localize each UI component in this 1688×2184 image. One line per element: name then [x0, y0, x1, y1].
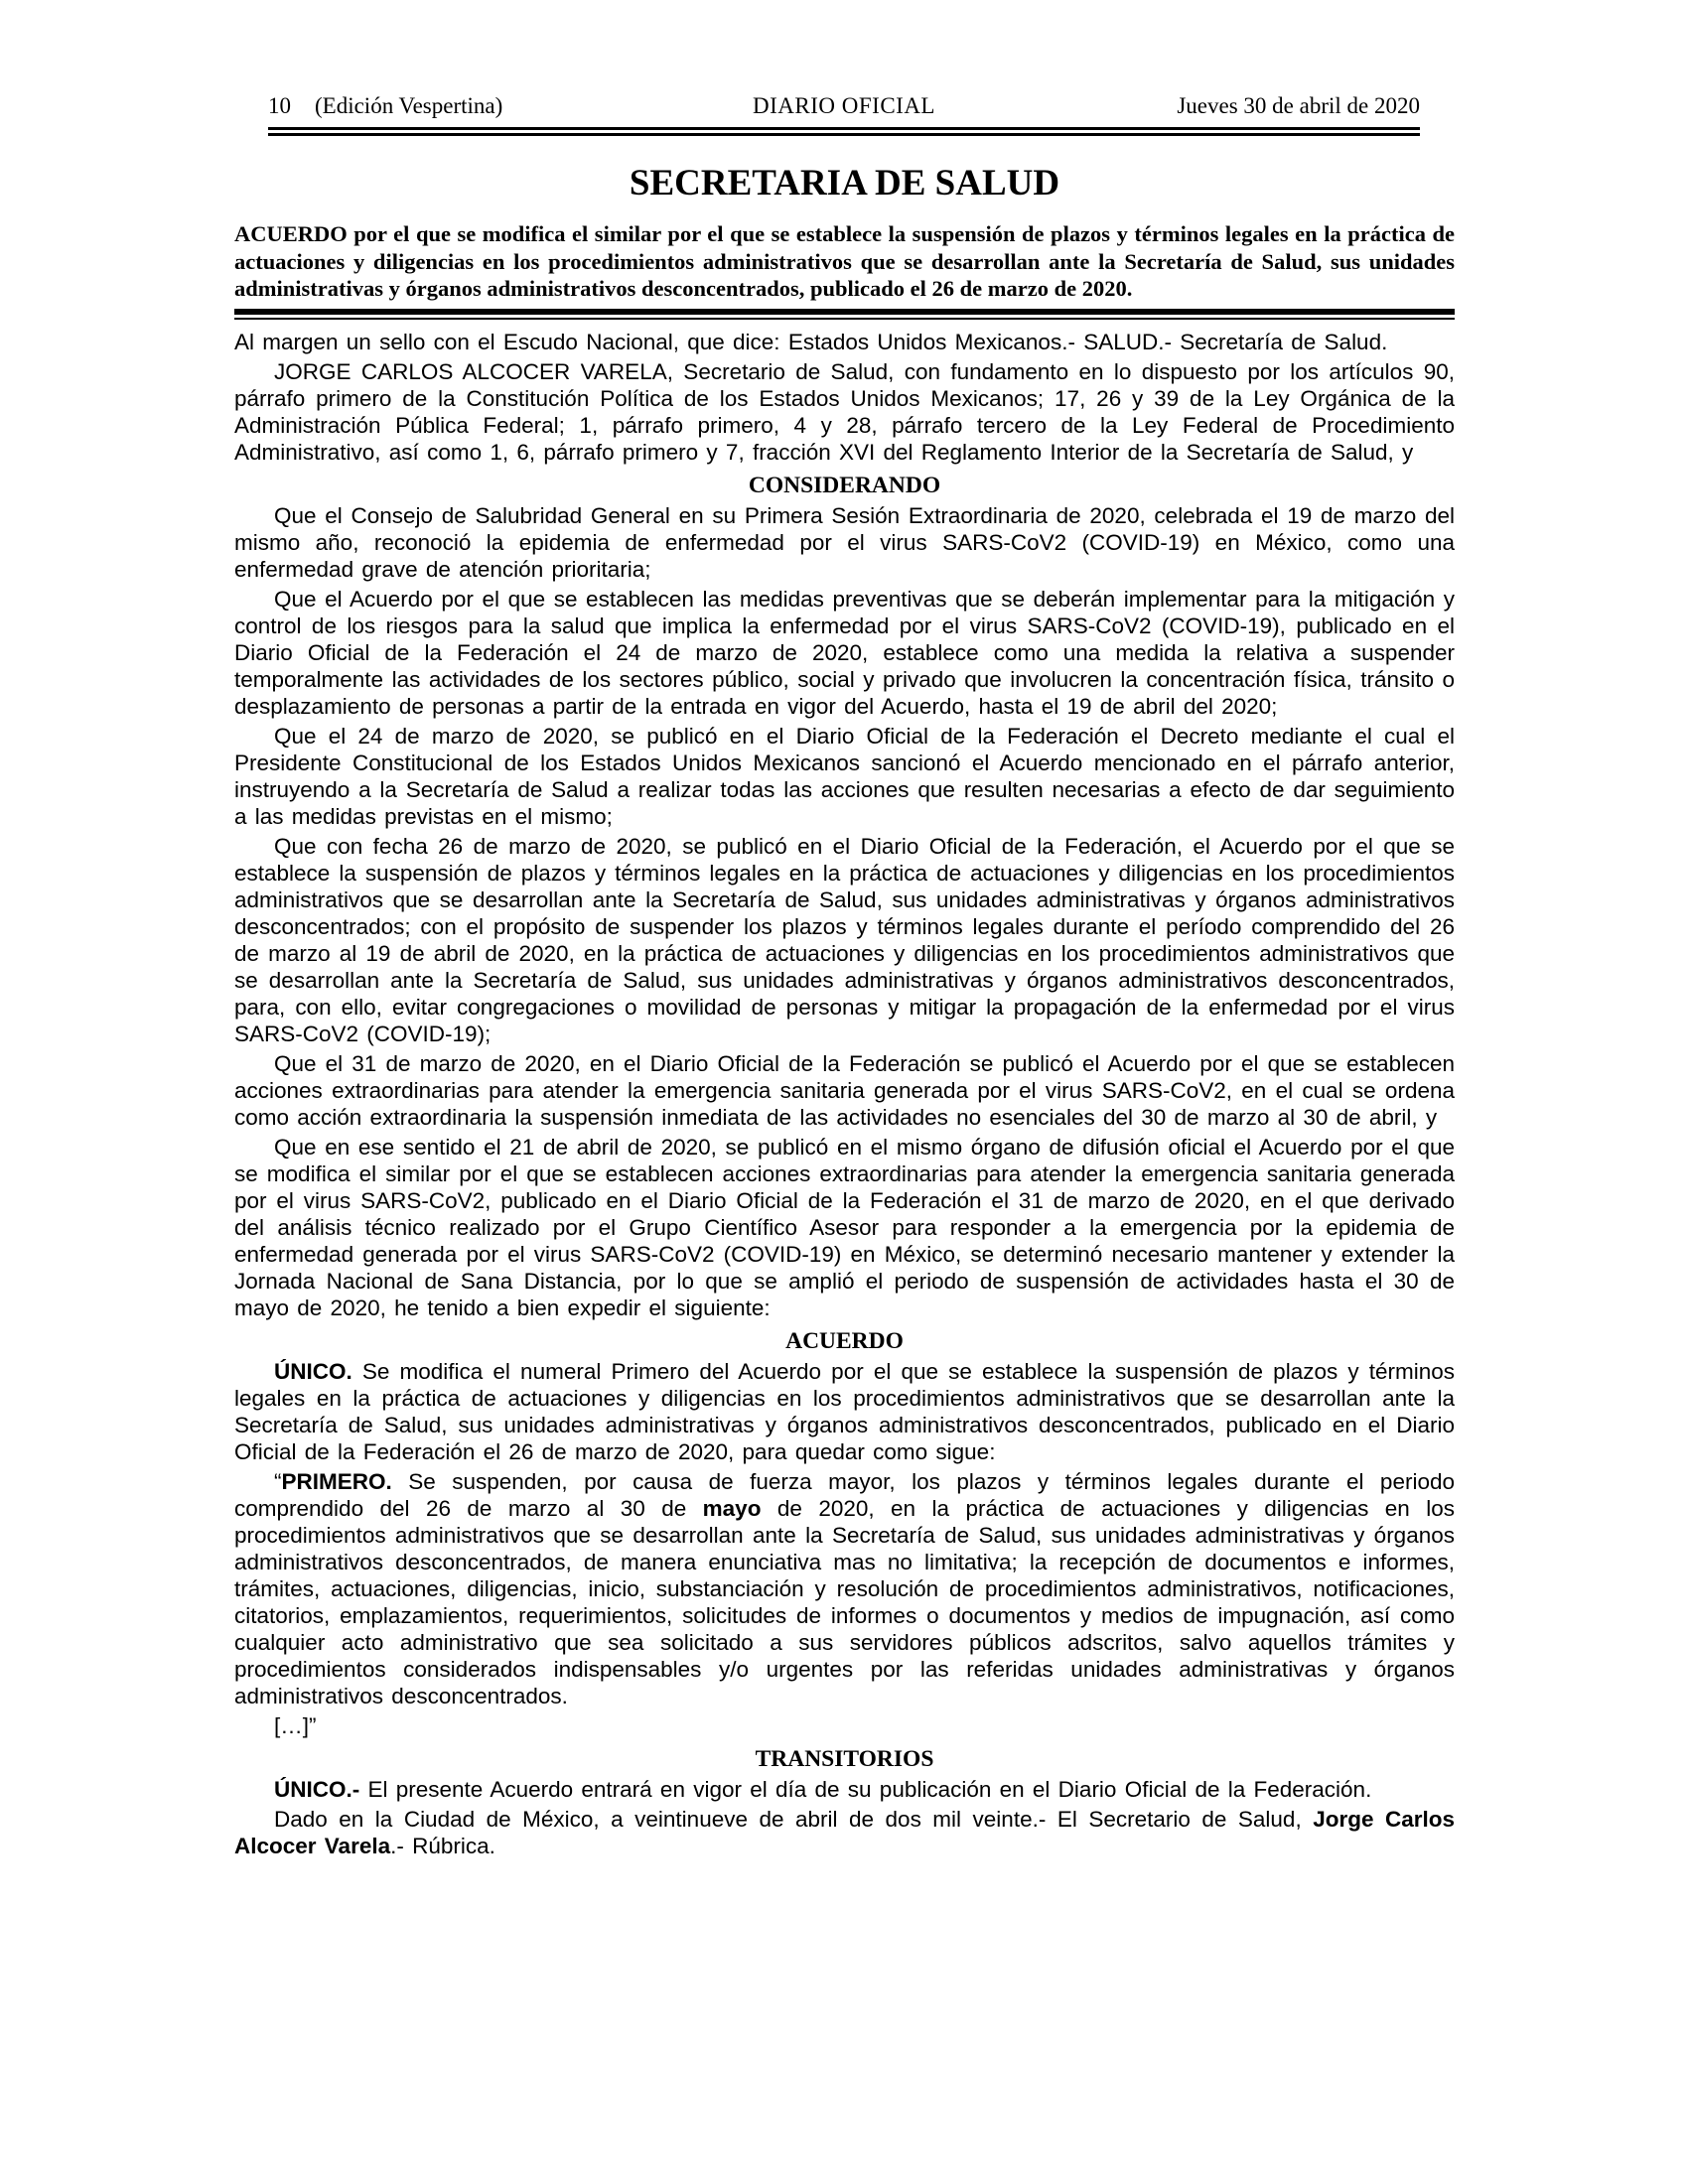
- section-title: SECRETARIA DE SALUD: [629, 163, 1060, 204]
- document-body: [234, 329, 1455, 1859]
- page-number: 10: [268, 93, 291, 118]
- paragraph-bold-run: ÚNICO.: [274, 1358, 352, 1384]
- paragraph: [234, 1358, 1455, 1465]
- paragraph: [234, 586, 1455, 720]
- header-double-rule: [268, 127, 1420, 136]
- paragraph-run: Al margen un sello con el Escudo Nacional, que dice: Estados Unidos Mexicanos.- SALUD.- Secretaría de Salud.: [234, 329, 1388, 354]
- paragraph-run: Que en ese sentido el 21 de abril de 2020, se publicó en el mismo órgano de difusión oficial el Acuerdo por el que se modifica el similar por el que se establecen acciones extraordinarias para atender la emergencia sanitaria generada por el virus SARS-CoV2, publicado en el Diario Oficial de la Federación el 31 de marzo de 2020, en el que derivado del análisis técnico realizado por el Grupo Científico Asesor para responder a la emergencia por la epidemia de enfermedad generada por el virus SARS-CoV2 (COVID-19) en México, se determinó necesario mantener y extender la Jornada Nacional de Sana Distancia, por lo que se amplió el periodo de suspensión de actividades hasta el 30 de mayo de 2020, he tenido a bien expedir el siguiente:: [234, 1134, 1455, 1320]
- paragraph: [234, 358, 1455, 466]
- paragraph-run: .- Rúbrica.: [390, 1833, 495, 1858]
- paragraph-run: JORGE CARLOS ALCOCER VARELA, Secretario de Salud, con fundamento en lo dispuesto por los artículos 90, párrafo primero de la Constitución Política de los Estados Unidos Mexicanos; 17, 26 y 39 de la Ley Orgánica de la Administración Pública Federal; 1, párrafo primero, 4 y 28, párrafo tercero de la Ley Federal de Procedimiento Administrativo, así como 1, 6, párrafo primero y 7, fracción XVI del Reglamento Interior de la Secretaría de Salud, y: [234, 358, 1455, 465]
- edition-label: (Edición Vespertina): [315, 93, 503, 118]
- paragraph-bold-run: PRIMERO.: [281, 1468, 392, 1494]
- paragraph-run: Se suspenden, por causa de fuerza mayor, los plazos y términos legales durante el periodo comprendido del 26 de marzo al 30 de: [234, 1468, 1455, 1521]
- paragraph-run: Que el 24 de marzo de 2020, se publicó en el Diario Oficial de la Federación el Decreto mediante el cual el Presidente Constitucional de los Estados Unidos Mexicanos sancionó el Acuerdo mencionado en el párrafo anterior, instruyendo a la Secretaría de Salud a realizar todas las acciones que resulten necesarias a efecto de dar seguimiento a las medidas previstas en el mismo;: [234, 723, 1455, 829]
- paragraph-bold-run: ÚNICO.-: [274, 1776, 360, 1802]
- paragraph: [234, 329, 1455, 355]
- paragraph-run: Que con fecha 26 de marzo de 2020, se publicó en el Diario Oficial de la Federación, el Acuerdo por el que se establece la suspensión de plazos y términos legales en la práctica de actuaciones y diligencias en los procedimientos administrativos que se desarrollan ante la Secretaría de Salud, sus unidades administrativas y órganos administrativos desconcentrados; con el propósito de suspender los plazos y términos legales durante el período comprendido del 26 de marzo al 19 de abril de 2020, en la práctica de actuaciones y diligencias en los procedimientos administrativos que se desarrollan ante la Secretaría de Salud, sus unidades administrativas y órganos administrativos desconcentrados, para, con ello, evitar congregaciones o movilidad de personas y mitigar la propagación de la enfermedad por el virus SARS-CoV2 (COVID-19);: [234, 833, 1455, 1046]
- page-header: [268, 93, 1420, 119]
- paragraph: [234, 1050, 1455, 1131]
- paragraph: [234, 1776, 1455, 1803]
- paragraph-run: Que el 31 de marzo de 2020, en el Diario Oficial de la Federación se publicó el Acuerdo por el que se establecen acciones extraordinarias para atender la emergencia sanitaria generada por el virus SARS-CoV2, en el cual se ordena como acción extraordinaria la suspensión inmediata de las actividades no esenciales del 30 de marzo al 30 de abril, y: [234, 1050, 1455, 1130]
- paragraph-run: “: [274, 1468, 282, 1494]
- gazette-name: DIARIO OFICIAL: [753, 93, 935, 118]
- paragraph-run: Se modifica el numeral Primero del Acuerdo por el que se establece la suspensión de plazos y términos legales en la práctica de actuaciones y diligencias en los procedimientos administrativos que se desarrollan ante la Secretaría de Salud, sus unidades administrativas y órganos administrativos desconcentrados, publicado en el Diario Oficial de la Federación el 26 de marzo de 2020, para quedar como sigue:: [234, 1358, 1455, 1464]
- paragraph-run: Que el Acuerdo por el que se establecen las medidas preventivas que se deberán implementar para la mitigación y control de los riesgos para la salud que implica la enfermedad por el virus SARS-CoV2 (COVID-19), publicado en el Diario Oficial de la Federación el 24 de marzo de 2020, establece como una medida la relativa a suspender temporalmente las actividades de los sectores público, social y privado que involucren la concentración física, tránsito o desplazamiento de personas a partir de la entrada en vigor del Acuerdo, hasta el 19 de abril del 2020;: [234, 586, 1455, 719]
- document-content: [234, 149, 1455, 1862]
- paragraph-run: Dado en la Ciudad de México, a veintinueve de abril de dos mil veinte.- El Secretario de Salud,: [274, 1806, 1314, 1832]
- summary-rule: [234, 309, 1455, 320]
- paragraph: [234, 723, 1455, 830]
- paragraph-bold-run: Jorge Carlos Alcocer Varela: [234, 1806, 1455, 1858]
- doc-heading: TRANSITORIOS: [755, 1745, 934, 1772]
- doc-heading: ACUERDO: [785, 1327, 904, 1354]
- paragraph-run: […]”: [274, 1712, 317, 1738]
- paragraph-run: de 2020, en la práctica de actuaciones y diligencias en los procedimientos administrativos que se desarrollan ante la Secretaría de Salud, sus unidades administrativas y órganos administrativos desconcentrados, de manera enunciativa mas no limitativa; la recepción de documentos e informes, trámites, actuaciones, diligencias, inicio, substanciación y resolución de procedimientos administrativos, notificaciones, citatorios, emplazamientos, requerimientos, solicitudes de informes o documentos y medios de impugnación, así como cualquier acto administrativo que sea solicitado a sus servidores públicos adscritos, salvo aquellos trámites y procedimientos considerados indispensables y/o urgentes por las referidas unidades administrativas y órganos administrativos desconcentrados.: [234, 1495, 1455, 1708]
- paragraph: [234, 1134, 1455, 1321]
- paragraph: [234, 1468, 1455, 1709]
- doc-heading: CONSIDERANDO: [748, 472, 941, 498]
- paragraph: [234, 1806, 1455, 1859]
- paragraph-bold-run: mayo: [702, 1495, 762, 1521]
- paragraph-run: Que el Consejo de Salubridad General en su Primera Sesión Extraordinaria de 2020, celebrada el 19 de marzo del mismo año, reconoció la epidemia de enfermedad por el virus SARS-CoV2 (COVID-19) en México, como una enfermedad grave de atención prioritaria;: [234, 502, 1455, 582]
- header-date: Jueves 30 de abril de 2020: [1177, 93, 1420, 118]
- decree-summary: ACUERDO por el que se modifica el similar por el que se establece la suspensión de plazos y términos legales en la práctica de actuaciones y diligencias en los procedimientos administrativos que se desarrollan ante la Secretaría de Salud, sus unidades administrativas y órganos administrativos desconcentrados, publicado el 26 de marzo de 2020.: [234, 221, 1455, 301]
- paragraph: [234, 833, 1455, 1047]
- header-left: [268, 93, 753, 119]
- paragraph-run: El presente Acuerdo entrará en vigor el día de su publicación en el Diario Oficial de la Federación.: [359, 1776, 1372, 1802]
- paragraph: [234, 502, 1455, 583]
- paragraph: [234, 1712, 1455, 1739]
